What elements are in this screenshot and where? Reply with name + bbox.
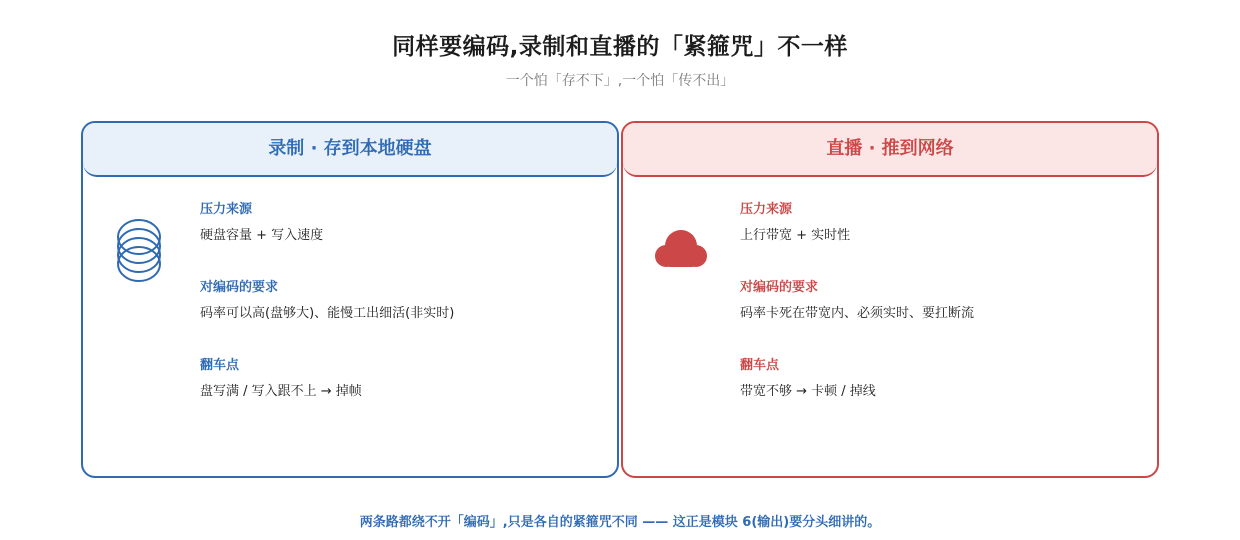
- record-panel: [81, 121, 619, 478]
- page-subtitle: 一个怕「存不下」,一个怕「传不出」: [505, 73, 735, 89]
- cloud-icon: [649, 217, 713, 287]
- record-panel-header: 录制 · 存到本地硬盘: [83, 123, 617, 177]
- record-pressure-value: 硬盘容量 + 写入速度: [200, 228, 324, 243]
- record-row-pressure: [200, 201, 600, 245]
- live-requirement-value: 码率卡死在带宽内、必须实时、要扛断流: [740, 306, 975, 321]
- record-row-requirement: [200, 279, 600, 323]
- live-row-pressure: [740, 201, 1140, 245]
- record-pressure-label: 压力来源: [200, 202, 253, 217]
- live-row-failure: [740, 357, 1140, 401]
- disk-stack-icon: [113, 217, 165, 287]
- live-requirement-label: 对编码的要求: [740, 280, 819, 295]
- record-failure-value: 盘写满 / 写入跟不上 → 掉帧: [200, 384, 362, 399]
- live-pressure-value: 上行带宽 + 实时性: [740, 228, 851, 243]
- live-failure-label: 翻车点: [740, 358, 780, 373]
- live-failure-value: 带宽不够 → 卡顿 / 掉线: [740, 384, 876, 399]
- record-failure-label: 翻车点: [200, 358, 240, 373]
- live-pressure-label: 压力来源: [740, 202, 793, 217]
- live-row-requirement: [740, 279, 1140, 323]
- page-title: 同样要编码,录制和直播的「紧箍咒」不一样: [392, 34, 848, 60]
- live-panel: [621, 121, 1159, 478]
- record-requirement-label: 对编码的要求: [200, 280, 279, 295]
- record-row-failure: [200, 357, 600, 401]
- footer-note: 两条路都绕不开「编码」,只是各自的紧箍咒不同 —— 这正是模块 6(输出)要分头细讲的。: [359, 515, 881, 530]
- record-requirement-value: 码率可以高(盘够大)、能慢工出细活(非实时): [200, 306, 455, 321]
- live-panel-header: 直播 · 推到网络: [623, 123, 1157, 177]
